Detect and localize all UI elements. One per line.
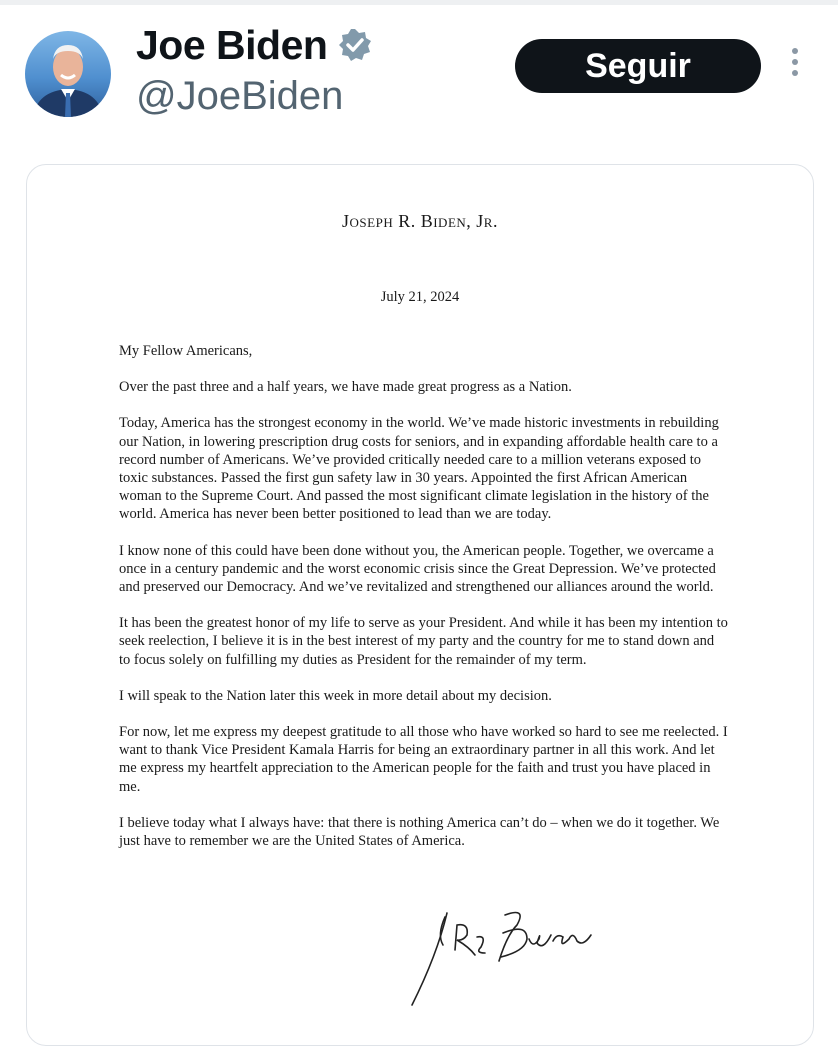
letter-paragraph: Today, America has the strongest economy in the world. We’ve made historic investments in rebuilding our Nation, in lowering prescription drug costs for seniors, and in expanding affordable health care to a record number of Americans. We’ve provided critically needed care to a million veterans exposed to toxic substances. Passed the first gun safety law in 30 years. Appointed the first African American woman to the Supreme Court. And passed the most significant climate legislation in the history of the world. America has never been better positioned to lead than we are today. [119,415,719,523]
letter-date: July 21, 2024 [380,289,460,305]
follow-button[interactable]: Seguir [515,39,761,93]
avatar[interactable] [25,31,111,117]
signature [377,895,607,1015]
letterhead: Joseph R. Biden, Jr. [342,211,498,231]
display-name[interactable]: Joe Biden [136,21,328,68]
letter-paragraph: For now, let me express my deepest gratitude to all those who have worked so hard to see me reelected. I want to thank Vice President Kamala Harris for being an extraordinary partner in all this work. And let me express my heartfelt appreciation to the American people for the faith and trust you have placed in me. [119,724,728,795]
more-vertical-icon[interactable] [784,48,806,84]
salutation: My Fellow Americans, [119,343,253,359]
letter-paragraph: It has been the greatest honor of my life to serve as your President. And while it has been my intention to seek reelection, I believe it is in the best interest of my party and the country for me to stand down and to focus solely on fulfilling my duties as President for the remainder of my term. [119,615,728,668]
letter-paragraph: I know none of this could have been done without you, the American people. Together, we overcame a once in a century pandemic and the worst economic crisis since the Great Depression. We’ve protected and preserved our Democracy. And we’ve revitalized and strengthened our alliances around the world. [119,542,716,596]
avatar-portrait [25,31,111,117]
letter-paragraph: I will speak to the Nation later this week in more detail about my decision. [119,687,552,704]
letter-paragraph: Over the past three and a half years, we have made great progress as a Nation. [119,379,572,396]
letter-image [27,165,813,1045]
top-divider [0,0,838,5]
media-card[interactable] [26,164,814,1046]
profile-name-row [136,20,373,70]
verified-badge-icon [337,27,373,63]
letter-body [119,342,729,868]
profile-handle[interactable]: @JoeBiden [136,74,344,118]
letter-paragraph: I believe today what I always have: that there is nothing America can’t do – when we do it together. We just have to remember we are the United States of America. [119,814,720,850]
